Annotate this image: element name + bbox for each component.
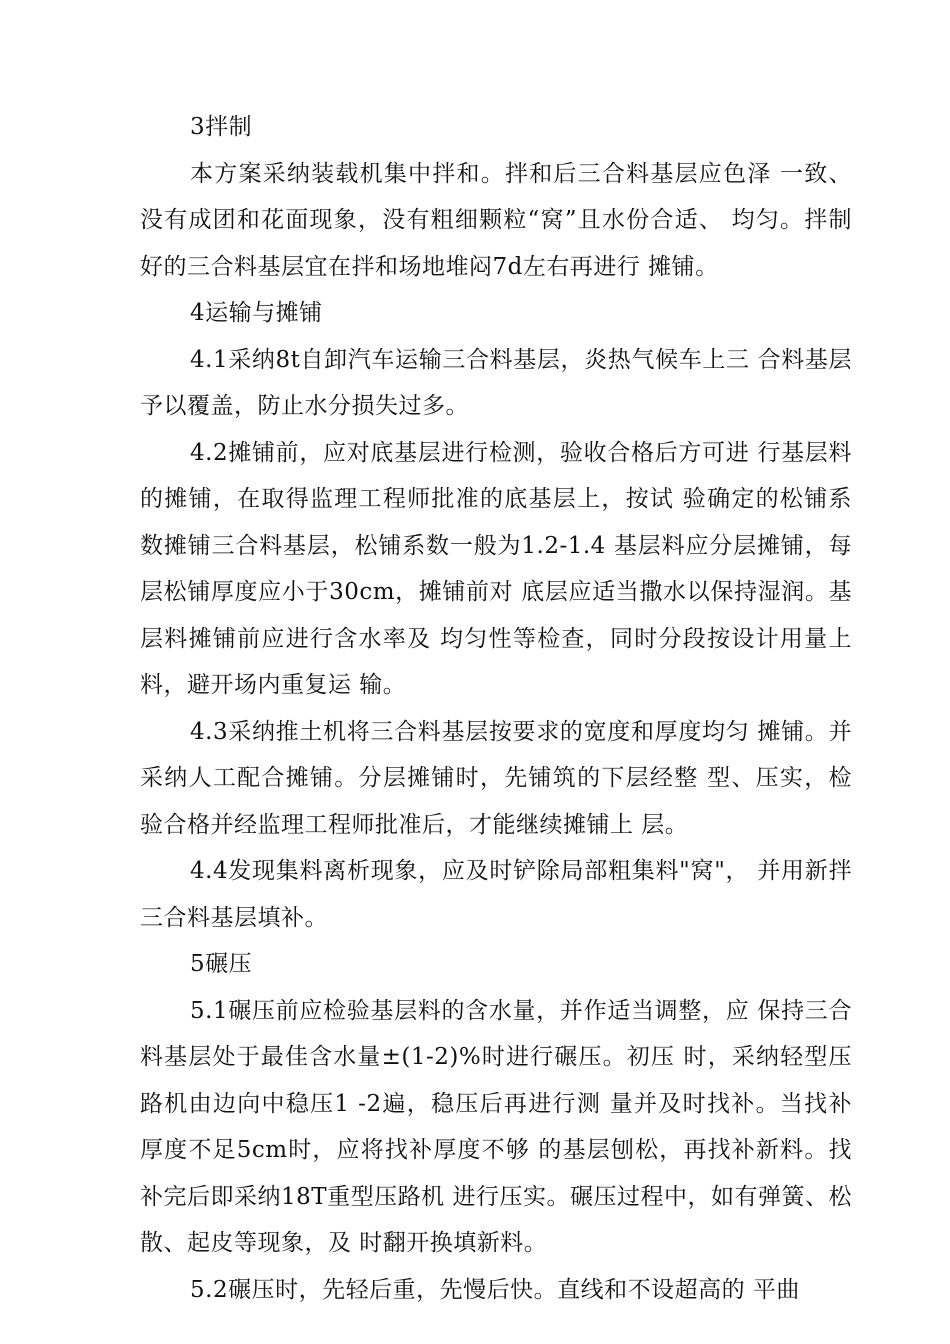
section-heading-transport: 4运输与摊铺 [190, 300, 323, 326]
section-heading-mixing: 3拌制 [190, 114, 253, 140]
paragraph-4-4: 4.4发现集料离析现象，应及时铲除局部粗集料"窝"， 并用新拌三合料基层填补。 [140, 858, 852, 931]
paragraph-5-1: 5.1碾压前应检验基层料的含水量，并作适当调整，应 保持三合料基层处于最佳含水量±(1-2)%时进行碾压。初压 时，采纳轻型压路机由边向中稳压1 -2遍，稳压后再进行测 量并及时找补。当找补厚度不足5cm时，应将找补厚度不够 的基层刨松，再找补新料。找补完后即采纳18T重型压路机 进行压实。碾压过程中，如有弹簧、松散、起皮等现象，及 时翻开换填新料。 [140, 997, 852, 1256]
section-heading-compaction: 5碾压 [190, 951, 253, 977]
paragraph-4-2: 4.2摊铺前，应对底基层进行检测，验收合格后方可进 行基层料的摊铺，在取得监理工程师批准的底基层上，按试 验确定的松铺系数摊铺三合料基层，松铺系数一般为1.2-1.4 基层料应分层摊铺，每层松铺厚度应小于30cm，摊铺前对 底层应适当撒水以保持湿润。基层料摊铺前应进行含水率及 均匀性等检查，同时分段按设计用量上料，避开场内重复运 输。 [140, 439, 852, 698]
paragraph-mixing: 本方案采纳装载机集中拌和。拌和后三合料基层应色泽 一致、没有成团和花面现象，没有粗细颗粒“窝”且水份合适、 均匀。拌制好的三合料基层宜在拌和场地堆闷7d左右再进行 摊铺。 [140, 160, 852, 280]
paragraph-5-2: 5.2碾压时，先轻后重，先慢后快。直线和不设超高的 平曲 [190, 1276, 800, 1303]
paragraph-4-3: 4.3采纳推土机将三合料基层按要求的宽度和厚度均匀 摊铺。并采纳人工配合摊铺。分层摊铺时，先铺筑的下层经整 型、压实，检验合格并经监理工程师批准后，才能继续摊铺上 层。 [140, 718, 852, 838]
document-body [140, 104, 852, 1313]
paragraph-4-1: 4.1采纳8t自卸汽车运输三合料基层，炎热气候车上三 合料基层予以覆盖，防止水分损失过多。 [140, 346, 852, 419]
